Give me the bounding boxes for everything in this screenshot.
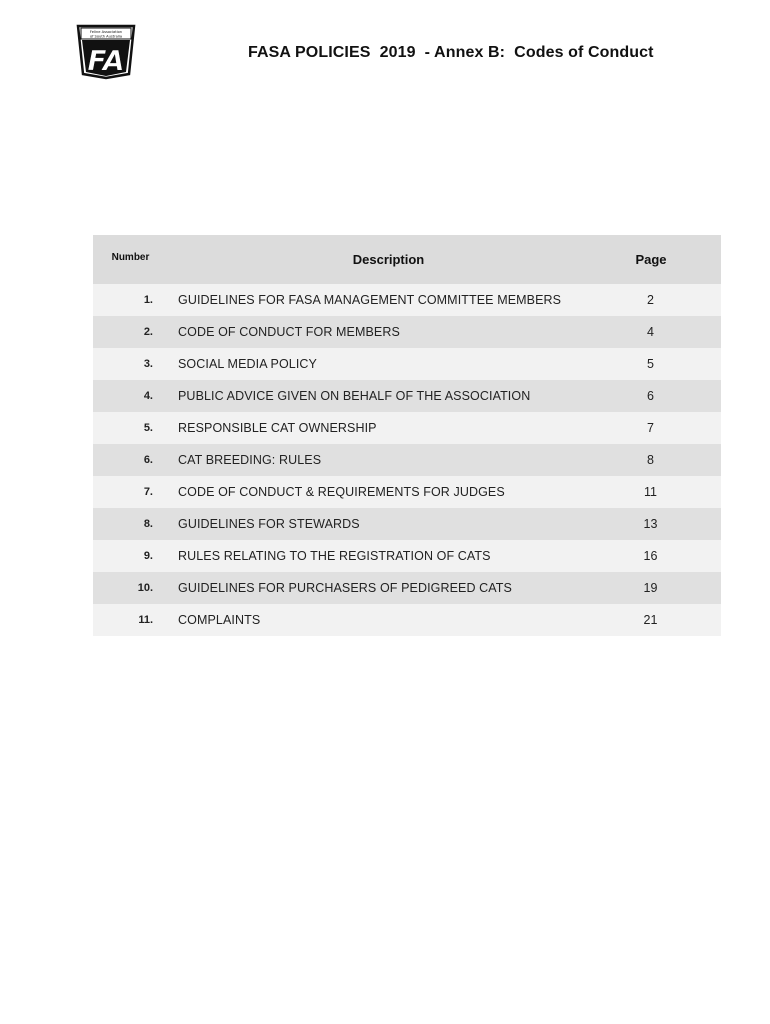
- row-description: GUIDELINES FOR STEWARDS: [178, 517, 360, 531]
- row-number: 10.: [137, 582, 153, 594]
- column-header-page: Page: [635, 252, 667, 267]
- row-page: 8: [647, 453, 654, 467]
- row-number: 11.: [138, 614, 153, 626]
- table-row: [93, 572, 721, 604]
- row-number: 4.: [143, 390, 153, 402]
- table-row: [93, 380, 721, 412]
- row-description: RESPONSIBLE CAT OWNERSHIP: [178, 421, 377, 435]
- codes-of-conduct-table: [93, 235, 721, 636]
- document-title: FASA POLICIES 2019 - Annex B: Codes of Conduct: [248, 44, 654, 61]
- row-number: 1.: [143, 294, 153, 306]
- table-header-row: [93, 235, 721, 284]
- table-row: [93, 540, 721, 572]
- row-number: 2.: [143, 326, 153, 338]
- row-page: 7: [647, 421, 654, 435]
- logo-text-line2: of South Australia: [89, 34, 123, 39]
- table-row: [93, 412, 721, 444]
- row-description: GUIDELINES FOR FASA MANAGEMENT COMMITTEE MEMBERS: [178, 293, 562, 307]
- row-description: CODE OF CONDUCT & REQUIREMENTS FOR JUDGES: [178, 485, 505, 499]
- row-description: CAT BREEDING: RULES: [178, 453, 322, 467]
- row-number: 6.: [143, 454, 153, 466]
- table-row: [93, 444, 721, 476]
- table-row: [93, 284, 721, 316]
- fasa-logo: [76, 24, 136, 80]
- row-number: 5.: [143, 422, 153, 434]
- row-description: RULES RELATING TO THE REGISTRATION OF CATS: [178, 549, 491, 563]
- table-row: [93, 476, 721, 508]
- row-page: 21: [643, 613, 658, 627]
- logo-monogram: FA: [87, 44, 125, 77]
- table-row: [93, 508, 721, 540]
- logo-text-line1: Feline Association: [89, 29, 123, 34]
- row-description: GUIDELINES FOR PURCHASERS OF PEDIGREED CATS: [178, 581, 512, 595]
- row-page: 2: [647, 293, 654, 307]
- row-description: PUBLIC ADVICE GIVEN ON BEHALF OF THE ASSOCIATION: [178, 389, 531, 403]
- row-page: 16: [643, 549, 658, 563]
- row-number: 8.: [143, 518, 153, 530]
- table-row: [93, 604, 721, 636]
- row-number: 3.: [143, 358, 153, 370]
- row-description: CODE OF CONDUCT FOR MEMBERS: [178, 325, 400, 339]
- row-number: 9.: [143, 550, 153, 562]
- row-page: 11: [644, 485, 657, 499]
- row-description: COMPLAINTS: [178, 613, 261, 627]
- column-header-number: Number: [111, 252, 150, 263]
- table-row: [93, 348, 721, 380]
- row-page: 4: [647, 325, 654, 339]
- row-page: 5: [647, 357, 654, 371]
- row-page: 19: [643, 581, 658, 595]
- row-number: 7.: [143, 486, 153, 498]
- row-page: 13: [643, 517, 658, 531]
- table-body: [93, 284, 721, 636]
- row-page: 6: [647, 389, 654, 403]
- table-row: [93, 316, 721, 348]
- column-header-description: Description: [352, 252, 425, 267]
- row-description: SOCIAL MEDIA POLICY: [178, 357, 317, 371]
